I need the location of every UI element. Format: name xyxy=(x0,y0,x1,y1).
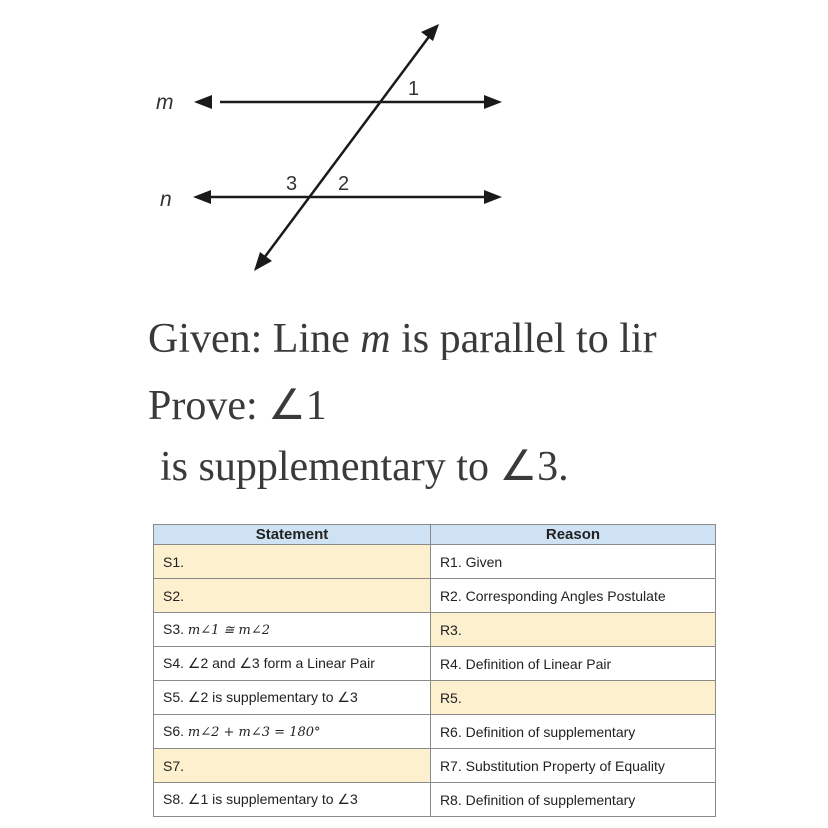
transversal-line xyxy=(264,34,431,258)
reason-cell-r2: R2. Corresponding Angles Postulate xyxy=(430,579,715,613)
given-line-var: m xyxy=(360,318,391,360)
line-m-label: m xyxy=(156,91,174,114)
table-row xyxy=(154,749,716,783)
transversal-bottom-arrow xyxy=(254,252,272,271)
statement-cell-s4: S4. ∠2 and ∠3 form a Linear Pair xyxy=(154,647,431,681)
statement-s6-prefix: S6. xyxy=(163,723,188,739)
prove-statement-continued: is supplementary to ∠3. xyxy=(160,444,569,490)
table-row xyxy=(154,613,716,647)
reason-cell-r3[interactable]: R3. xyxy=(430,613,715,647)
prove-statement: Prove: ∠1 xyxy=(148,383,327,429)
parallel-lines-diagram xyxy=(0,0,828,300)
statement-cell-s6 xyxy=(154,715,431,749)
reason-cell-r1: R1. Given xyxy=(430,545,715,579)
statement-cell-s2[interactable]: S2. xyxy=(154,579,431,613)
table-row xyxy=(154,579,716,613)
reason-cell-r8: R8. Definition of supplementary xyxy=(430,783,715,817)
table-row xyxy=(154,545,716,579)
line-n-left-arrow xyxy=(193,190,211,204)
reason-cell-r5[interactable]: R5. xyxy=(430,681,715,715)
line-m-left-arrow xyxy=(194,95,212,109)
table-row xyxy=(154,783,716,817)
statement-cell-s7[interactable]: S7. xyxy=(154,749,431,783)
proof-table xyxy=(153,524,716,817)
table-header-row xyxy=(154,525,716,545)
given-rest: is parallel to lir xyxy=(390,318,657,360)
angle-3-label: 3 xyxy=(286,173,298,195)
table-row xyxy=(154,681,716,715)
given-statement xyxy=(148,318,738,360)
given-prefix: Given: Line xyxy=(148,318,361,360)
statement-cell-s1[interactable]: S1. xyxy=(154,545,431,579)
statement-s3-prefix: S3. xyxy=(163,621,188,637)
line-n-label: n xyxy=(160,188,172,211)
table-row xyxy=(154,715,716,749)
table-row xyxy=(154,647,716,681)
statement-cell-s5: S5. ∠2 is supplementary to ∠3 xyxy=(154,681,431,715)
line-n-right-arrow xyxy=(484,190,502,204)
line-m-right-arrow xyxy=(484,95,502,109)
statement-header: Statement xyxy=(154,525,431,545)
reason-header: Reason xyxy=(430,525,715,545)
statement-s6-math: m∠2 + m∠3 = 180° xyxy=(187,725,321,740)
angle-2-label: 2 xyxy=(338,173,350,195)
reason-cell-r7: R7. Substitution Property of Equality xyxy=(430,749,715,783)
angle-1-label: 1 xyxy=(408,78,420,100)
statement-s3-math: m∠1 ≅ m∠2 xyxy=(187,623,271,638)
reason-cell-r4: R4. Definition of Linear Pair xyxy=(430,647,715,681)
statement-cell-s3 xyxy=(154,613,431,647)
reason-cell-r6: R6. Definition of supplementary xyxy=(430,715,715,749)
transversal-top-arrow xyxy=(421,24,439,41)
statement-cell-s8: S8. ∠1 is supplementary to ∠3 xyxy=(154,783,431,817)
